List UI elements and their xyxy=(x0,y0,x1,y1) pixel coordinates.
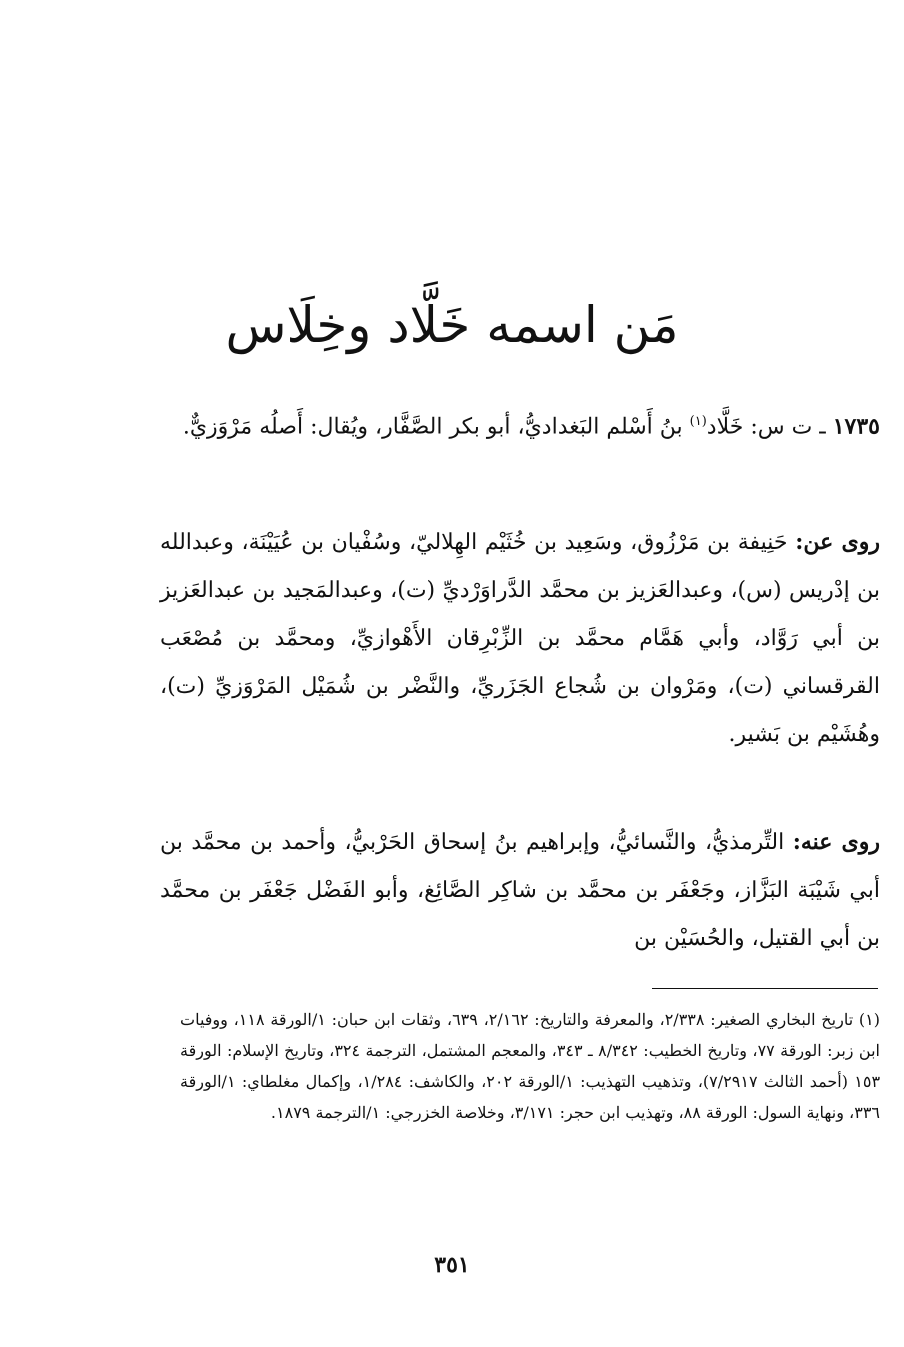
narrated-by-paragraph xyxy=(160,818,880,963)
narrated-by-label: روى عنه: xyxy=(792,829,880,855)
entry-header xyxy=(160,398,880,451)
entry-dash: ـ xyxy=(812,414,833,440)
page-number: ٣٥١ xyxy=(434,1252,470,1278)
narrated-from-label: روى عن: xyxy=(795,529,881,555)
footnote-1 xyxy=(180,1004,880,1128)
footnote-marker: (١) xyxy=(858,1010,880,1029)
narrated-from-paragraph xyxy=(160,518,880,759)
narrated-from-text: حَنِيفة بن مَرْزُوق، وسَعِيد بن خُثَيْم الهِلاليّ، وسُفْيان بن عُيَيْنَة، وعبدالله بن إدْريس (س)، وعبدالعَزيز بن محمَّد الدَّراوَرْديِّ (ت)، وعبدالمَجيد بن عبدالعَزيز بن أبي رَوَّاد، وأبي هَمَّام محمَّد بن الزِّبْرِقان الأَهْوازيِّ، ومحمَّد بن مُصْعَب القرقساني (ت)، ومَرْوان بن شُجاع الجَزَريِّ، والنَّضْر بن شُمَيْل المَرْوَزيِّ (ت)، وهُشَيْم بن بَشير. xyxy=(160,530,880,747)
entry-symbols-and-name: ت س: خَلَّاد xyxy=(706,414,813,440)
narrated-by-text: التِّرمذيُّ، والنَّسائيُّ، وإبراهيم بنُ إسحاق الحَرْبيُّ، وأحمد بن محمَّد بن أبي شَيْبَة البَزَّاز، وجَعْفَر بن محمَّد بن شاكِر الصَّائِغ، وأبو الفَضْل جَعْفَر بن محمَّد بن أبي القتيل، والحُسَيْن بن xyxy=(160,830,880,951)
entry-number: ١٧٣٥ xyxy=(832,413,880,440)
entry-lineage: بنُ أَسْلم البَغداديُّ، أبو بكر الصَّفَّار، ويُقال: أَصلُه مَرْوَزيٌّ. xyxy=(182,414,690,440)
footnote-text: تاريخ البخاري الصغير: ٢/٣٣٨، والمعرفة والتاريخ: ٢/١٦٢، ٦٣٩، وثقات ابن حبان: ١/الورقة ١١٨، ووفيات ابن زبر: الورقة ٧٧، وتاريخ الخطيب: ٨/٣٤٢ ـ ٣٤٣، والمعجم المشتمل، الترجمة ٣٢٤، وتاريخ الإسلام: الورقة ١٥٣ (أحمد الثالث ٧/٢٩١٧)، وتذهيب التهذيب: ١/الورقة ٢٠٢، والكاشف: ١/٢٨٤، وإكمال مغلطاي: ١/الورقة ٣٣٦، ونهاية السول: الورقة ٨٨، وتهذيب ابن حجر: ٣/١٧١، وخلاصة الخزرجي: ١/الترجمة ١٨٧٩. xyxy=(180,1010,881,1122)
footnote-reference: (١) xyxy=(689,414,707,429)
footnote-divider xyxy=(652,988,878,989)
section-title: مَن اسمه خَلَّاد وخِلَاس xyxy=(225,296,679,354)
